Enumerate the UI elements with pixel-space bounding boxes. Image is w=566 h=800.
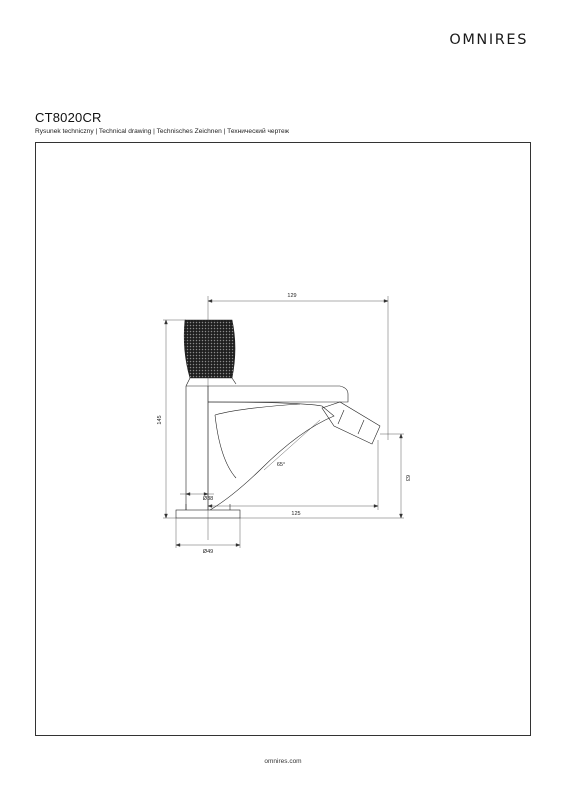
dim-angle-label: 65°	[276, 462, 286, 468]
dim-spout-height-label: 63	[404, 474, 410, 482]
spout-upper	[186, 386, 348, 402]
spout-nozzle	[322, 402, 380, 444]
footer-website[interactable]: omnires.com	[264, 758, 302, 765]
knurled-handle	[184, 320, 235, 378]
dim-body-diameter-label: Ø38	[202, 496, 214, 502]
spout-lower	[208, 402, 334, 510]
faucet-outline	[176, 320, 380, 518]
dim-base-width-label: 125	[291, 511, 301, 517]
drawing-subtitle: Rysunek techniczny | Technical drawing | Technisches Zeichnen | Технический чертеж	[35, 128, 290, 135]
faucet-body	[186, 386, 208, 510]
angle-arc	[264, 420, 320, 470]
dim-width-label: 129	[287, 293, 297, 299]
product-code: CT8020CR	[35, 110, 102, 125]
dim-base-diameter-label: Ø49	[202, 549, 214, 555]
dim-height-label: 145	[157, 415, 163, 425]
brand-logo: OMNIRES	[449, 32, 528, 48]
